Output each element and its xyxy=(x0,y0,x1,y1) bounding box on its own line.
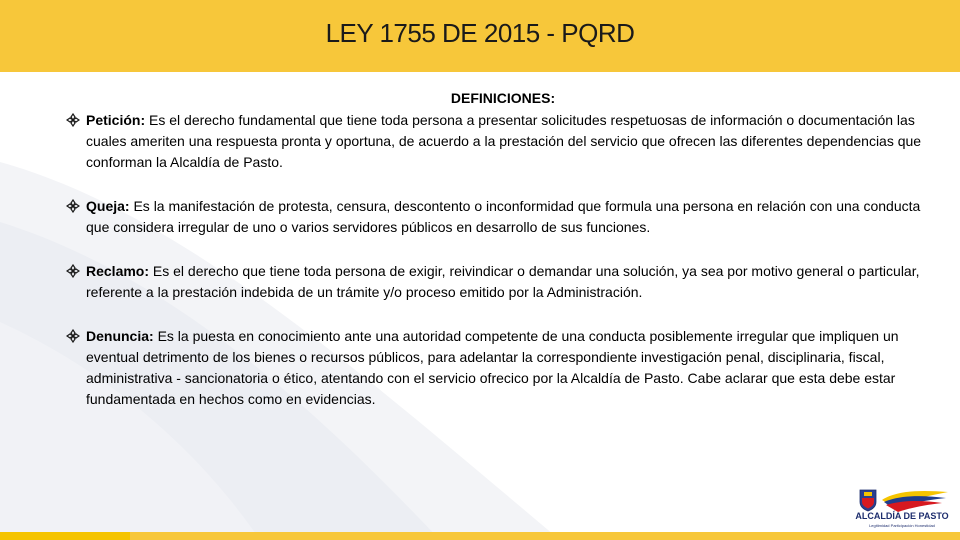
page-title: LEY 1755 DE 2015 - PQRD xyxy=(325,18,635,48)
definition-item xyxy=(66,261,936,303)
definition-text: Es el derecho que tiene toda persona de exigir, reivindicar o demandar una solución, ya sea por motivo general o particular, referente a la prestación indebida de un trámite y/o proceso emitido por la Administración. xyxy=(86,263,920,300)
logo-tagline: Legitimidad Participación Honestidad xyxy=(869,523,935,528)
definition-item xyxy=(66,196,936,238)
logo-name: ALCALDÍA DE PASTO xyxy=(855,511,949,521)
diamond-bullet-icon xyxy=(66,329,80,343)
definition-item xyxy=(66,326,936,410)
diamond-bullet-icon xyxy=(66,264,80,278)
diamond-bullet-icon xyxy=(66,113,80,127)
definition-term: Reclamo: xyxy=(86,263,150,279)
definition-text: Es el derecho fundamental que tiene toda persona a presentar solicitudes respetuosas de información o documentación las cuales ameriten una respuesta pronta y oportuna, de acuerdo a la prestación del servicio que ofrecen las diferentes dependencias que conforman la Alcaldía de Pasto. xyxy=(86,112,922,170)
flag-stripe-footer xyxy=(0,532,960,540)
definition-term: Denuncia: xyxy=(86,328,154,344)
definition-item xyxy=(66,110,936,173)
definition-text: Es la puesta en conocimiento ante una autoridad competente de una conducta posiblemente irregular que impliquen un eventual detrimento de los bienes o recursos públicos, para adelantar la correspondiente investigación penal, disciplinaria, fiscal, administrativa - sancionatoria o ético, atentando con el servicio ofrecico por la Alcaldía de Pasto. Cabe aclarar que esta debe estar fundamentada en hechos como en evidencias. xyxy=(86,328,899,407)
definition-term: Queja: xyxy=(86,198,130,214)
definitions-heading: DEFINICIONES: xyxy=(450,90,556,106)
definition-term: Petición: xyxy=(86,112,146,128)
diamond-bullet-icon xyxy=(66,199,80,213)
definition-text: Es la manifestación de protesta, censura, descontento o inconformidad que formula una persona en relación con una conducta que considera irregular de uno o varios servidores públicos en desarrollo de sus funciones. xyxy=(86,198,921,235)
